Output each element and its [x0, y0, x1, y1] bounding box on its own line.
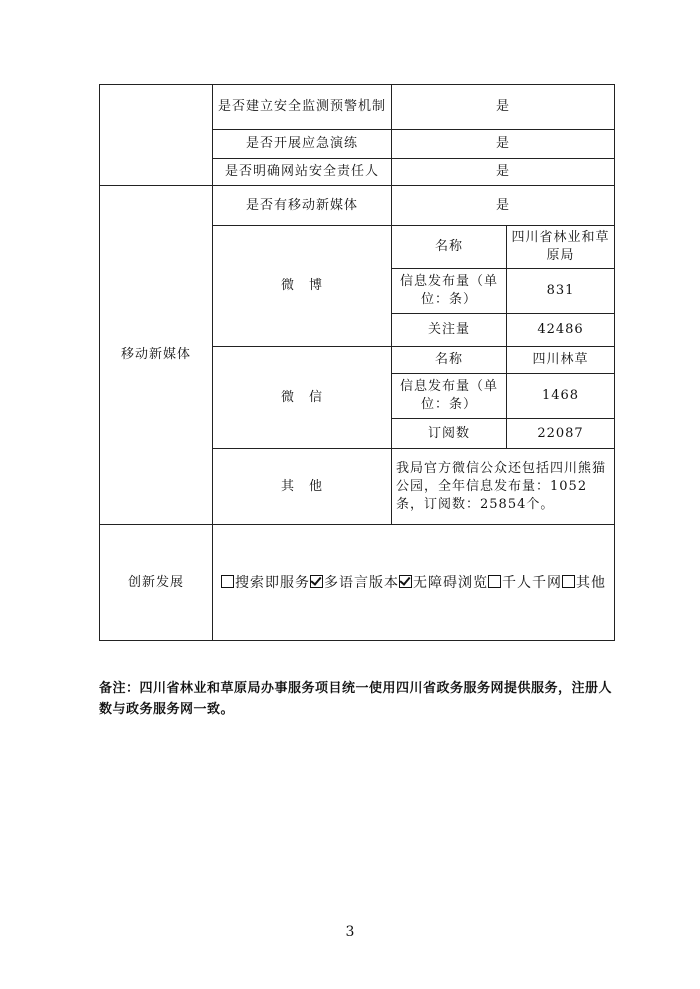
wechat-name-value: 四川林草	[507, 347, 615, 374]
option-other: 其他	[562, 575, 606, 591]
checkbox-icon	[488, 575, 501, 588]
innovation-options	[213, 525, 615, 641]
mobile-section-label: 移动新媒体	[100, 186, 213, 525]
option-multilingual: 多语言版本	[310, 575, 399, 591]
option-accessible: 无障碍浏览	[399, 575, 488, 591]
has-mobile-value: 是	[392, 186, 615, 226]
weibo-name-label: 名称	[392, 226, 507, 269]
wechat-name-label: 名称	[392, 347, 507, 374]
wechat-posts-value: 1468	[507, 374, 615, 419]
wechat-sub-value: 22087	[507, 419, 615, 449]
has-mobile-label: 是否有移动新媒体	[213, 186, 392, 226]
weibo-follow-label: 关注量	[392, 314, 507, 347]
option-personalized: 千人千网	[488, 575, 562, 591]
checkbox-checked-icon	[310, 575, 323, 588]
weibo-posts-value: 831	[507, 269, 615, 314]
option-search-as-service: 搜索即服务	[221, 575, 310, 591]
row-label-monitoring: 是否建立安全监测预警机制	[213, 85, 392, 130]
other-label: 其 他	[213, 449, 392, 525]
security-section-cell	[100, 85, 213, 186]
weibo-follow-value: 42486	[507, 314, 615, 347]
checkbox-checked-icon	[399, 575, 412, 588]
row-label-responsible: 是否明确网站安全责任人	[213, 159, 392, 186]
wechat-label: 微 信	[213, 347, 392, 449]
row-value-responsible: 是	[392, 159, 615, 186]
page-number: 3	[345, 924, 355, 940]
other-value: 我局官方微信公众还包括四川熊猫公园，全年信息发布量：1052条，订阅数：25854个。	[392, 449, 615, 525]
checkbox-icon	[221, 575, 234, 588]
wechat-sub-label: 订阅数	[392, 419, 507, 449]
innovation-label: 创新发展	[100, 525, 213, 641]
statistics-table	[99, 84, 615, 641]
wechat-posts-label: 信息发布量（单位：条）	[392, 374, 507, 419]
row-value-drill: 是	[392, 130, 615, 159]
row-label-drill: 是否开展应急演练	[213, 130, 392, 159]
weibo-label: 微 博	[213, 226, 392, 347]
weibo-posts-label: 信息发布量（单位：条）	[392, 269, 507, 314]
row-value-monitoring: 是	[392, 85, 615, 130]
weibo-name-value: 四川省林业和草原局	[507, 226, 615, 269]
remarks-note: 备注：四川省林业和草原局办事服务项目统一使用四川省政务服务网提供服务，注册人数与政务服务网一致。	[99, 681, 613, 717]
checkbox-icon	[562, 575, 575, 588]
